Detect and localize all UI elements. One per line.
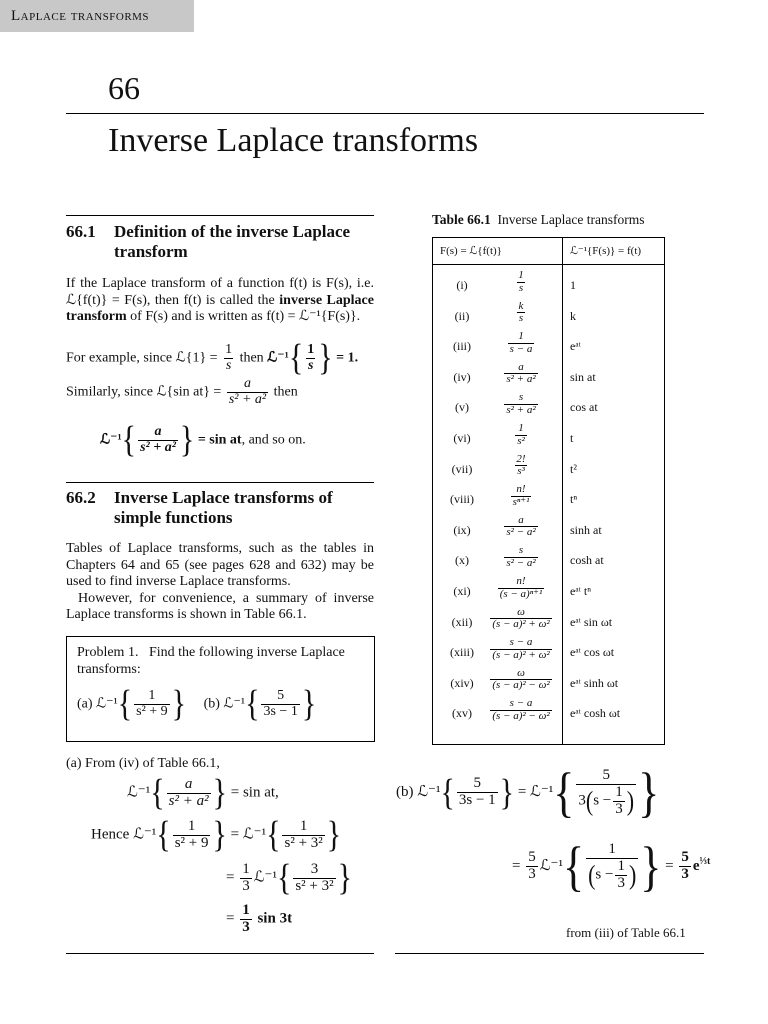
fraction: 5 3(s − $\frac{1}{3}$ ) <box>578 767 635 817</box>
solution-b-line-1: (b) ℒ⁻¹{ $\frac{5}{3s - 1}$ } = ℒ⁻¹{ 5 3(s − $\frac{1}{3}$ ) } <box>396 761 660 823</box>
row-label: (v) <box>455 400 469 415</box>
fraction: $\frac{a}{\text{s² + a²}}$ <box>228 376 267 407</box>
row-inverse: eᵃᵗ cosh ωt <box>570 706 621 721</box>
fraction: $\frac{s - a}{\text{(s − a)² + ω²}}$ <box>492 636 550 661</box>
chapter-rule <box>66 113 704 114</box>
paragraph-1: Tables of Laplace transforms, such as the tables in Chapters 64 and 65 (see pages 628 and 632) may be used to find inverse Laplace transforms. <box>66 541 374 589</box>
row-label: (iii) <box>453 339 471 354</box>
row-inverse: eᵃᵗ sin ωt <box>570 614 613 629</box>
row-transform <box>486 637 556 661</box>
example-text: then <box>273 384 298 400</box>
row-transform <box>486 698 556 722</box>
fraction: $\frac{1}{\text{s² + 3²}}$ <box>284 818 323 851</box>
table-column-rule <box>562 237 563 745</box>
fraction: $\frac{1}{3}$ <box>242 902 250 935</box>
section-title-line: Definition of the inverse Laplace <box>114 222 351 241</box>
fraction: $\frac{n!}{\text{sⁿ⁺¹}}$ <box>512 483 530 508</box>
fraction: $\frac{\omega}{\text{(s − a)² + ω²}}$ <box>492 605 550 631</box>
row-label: (x) <box>455 553 469 568</box>
row-label: (iv) <box>453 369 471 384</box>
row-transform <box>486 331 556 355</box>
definition-term: inverse Laplace transform <box>66 292 374 324</box>
fraction: $\frac{1}{s}$ <box>307 342 315 373</box>
table-caption-text: Inverse Laplace transforms <box>497 212 645 227</box>
fraction: $\frac{1}{3}$ <box>242 861 250 894</box>
row-transform <box>486 270 556 294</box>
row-transform <box>486 607 556 631</box>
row-label: (xii) <box>451 614 473 629</box>
example-text: For example, since ℒ{1} = <box>66 350 218 366</box>
row-transform <box>486 392 556 416</box>
row-transform <box>486 454 556 478</box>
table-header-col1: F(s) = ℒ{f(t)} <box>440 245 502 257</box>
example-1: For example, since ℒ{1} = $\frac{1}{s}$ then ℒ⁻¹{ $\frac{1}{s}$ } = 1. <box>66 336 359 379</box>
part-label: (a) <box>77 696 93 712</box>
row-label: (ix) <box>453 522 471 537</box>
solution-b-note: from (iii) of Table 66.1 <box>566 925 686 940</box>
problem-text: Find the following inverse Laplace transforms: <box>77 645 345 677</box>
row-transform <box>486 515 556 539</box>
solution-a-line-3: = $\frac{1}{3}$ ℒ⁻¹{ $\frac{3}{\text{s² + 3²}}$ } <box>226 857 353 899</box>
row-inverse: t <box>570 431 574 445</box>
row-inverse: cosh at <box>570 553 604 568</box>
row-inverse: 1 <box>570 278 576 292</box>
section-title-line: Inverse Laplace transforms of <box>114 488 333 507</box>
fraction: $\frac{a}{\text{s² + a²}}$ <box>506 360 536 386</box>
fraction: $\frac{\omega}{\text{(s − a)² − ω²}}$ <box>492 666 550 692</box>
fraction: $\frac{s}{\text{s² + a²}}$ <box>506 391 536 416</box>
solution-a-line-2: Hence ℒ⁻¹{ $\frac{1}{\text{s² + 9}}$ } = ℒ⁻¹{ $\frac{1}{\text{s² + 3²}}$ } <box>91 814 342 856</box>
section-number: 66.1 <box>66 222 96 241</box>
example-text: , and so on. <box>241 432 306 448</box>
example-3: ℒ⁻¹{ $\frac{a}{\text{s² + a²}}$ } = sin at, and so on. <box>100 418 306 461</box>
fraction: $\frac{n!}{\text{(s − a)ⁿ⁺¹}}$ <box>499 575 543 600</box>
fraction: $\frac{5}{3s - 1}$ <box>458 775 496 809</box>
row-transform <box>486 301 556 325</box>
row-label: (i) <box>456 278 468 292</box>
row-inverse: eᵃᵗ cos ωt <box>570 645 615 660</box>
fraction: $\frac{3}{\text{s² + 3²}}$ <box>295 861 334 894</box>
fraction: $\frac{1}{s}$ <box>518 269 524 294</box>
row-transform <box>486 484 556 508</box>
fraction: $\frac{5}{3s - 1}$ <box>263 688 298 719</box>
row-transform <box>486 545 556 569</box>
section-number: 66.2 <box>66 488 96 507</box>
section-rule <box>66 482 374 483</box>
row-label: (xiii) <box>450 645 474 660</box>
row-inverse: cos at <box>570 400 598 415</box>
fraction: $\frac{5}{3}$ <box>528 849 536 883</box>
row-inverse: t² <box>570 461 577 476</box>
inverse-operator: ℒ⁻¹ <box>223 696 246 712</box>
table-caption-label: Table 66.1 <box>432 212 491 227</box>
problem-box <box>66 636 375 742</box>
fraction: $\frac{a}{\text{s² − a²}}$ <box>506 513 536 539</box>
definition-text-end: of F(s) and is written as f(t) = ℒ⁻¹{F(s)}. <box>126 309 361 324</box>
fraction: $\frac{1}{\text{s² + 9}}$ <box>136 688 168 719</box>
chapter-number: 66 <box>108 70 140 106</box>
row-inverse: sinh at <box>570 522 602 537</box>
fraction: $\frac{1}{s}$ <box>225 342 233 373</box>
fraction: $\frac{1}{\text{s²}}$ <box>517 422 525 447</box>
fraction: $\frac{k}{s}$ <box>518 299 524 325</box>
row-inverse: tⁿ <box>570 492 578 507</box>
paragraph-2: However, for convenience, a summary of inverse Laplace transforms is shown in Table 66.1. <box>66 590 374 622</box>
section-paragraph <box>66 541 374 624</box>
row-label: (ii) <box>454 308 470 323</box>
fraction: $\frac{a}{\text{s² + a²}}$ <box>140 424 176 455</box>
solution-a-line-1: ℒ⁻¹{ $\frac{a}{\text{s² + a²}}$ } = sin at, <box>127 772 279 814</box>
part-label: (b) <box>203 696 220 712</box>
section-rule <box>66 215 374 216</box>
row-transform <box>486 362 556 386</box>
row-transform <box>486 423 556 447</box>
section-title-line: transform <box>114 242 188 261</box>
row-inverse: eᵃᵗ sinh ωt <box>570 675 619 690</box>
fraction: $\frac{1}{\text{s² + 9}}$ <box>174 818 209 851</box>
section-title-line: simple functions <box>114 508 233 527</box>
definition-paragraph <box>66 276 374 326</box>
inverse-operator: ℒ⁻¹ <box>100 432 122 448</box>
row-inverse: sin at <box>570 369 596 384</box>
row-label: (vi) <box>453 431 471 445</box>
table-header-rule <box>432 264 665 265</box>
example-text: then <box>239 350 264 366</box>
running-head: Laplace transforms <box>0 0 194 32</box>
example-result: = 1. <box>336 350 359 366</box>
fraction: $\frac{5}{3}$ <box>681 849 689 883</box>
table-caption <box>432 212 644 228</box>
row-label: (xi) <box>453 584 471 598</box>
fraction: $\frac{2!}{\text{s³}}$ <box>516 452 526 478</box>
example-text: Similarly, since ℒ{sin at} = <box>66 384 222 400</box>
chapter-title: Inverse Laplace transforms <box>108 122 479 159</box>
row-label: (vii) <box>451 461 473 476</box>
fraction: $\frac{1}{s - a}$ <box>509 330 533 355</box>
table-header-col2: ℒ⁻¹{F(s)} = f(t) <box>570 245 642 257</box>
problem-statement <box>77 645 365 678</box>
row-inverse: eᵃᵗ tⁿ <box>570 584 592 598</box>
example-result: = sin at <box>197 432 242 448</box>
row-label: (viii) <box>450 492 474 507</box>
column-end-rule <box>66 953 374 954</box>
fraction: 1 (s − $\frac{1}{3}$ ) <box>588 841 637 891</box>
solution-a-line-4: = $\frac{1}{3}$ sin 3t <box>226 902 293 935</box>
row-label: (xv) <box>452 706 472 721</box>
problem-parts: (a) ℒ⁻¹{ $\frac{1}{\text{s² + 9}}$ } (b) ℒ⁻¹{ $\frac{5}{3s - 1}$ } <box>77 682 317 725</box>
inverse-operator: ℒ⁻¹ <box>96 696 118 712</box>
solution-a-intro: (a) From (iv) of Table 66.1, <box>66 756 220 771</box>
section-heading-66-2 <box>66 488 376 528</box>
fraction: $\frac{s}{\text{s² − a²}}$ <box>506 544 536 569</box>
row-inverse: eᵃᵗ <box>570 339 581 354</box>
inverse-operator: ℒ⁻¹ <box>267 350 289 366</box>
row-label: (xiv) <box>450 675 474 690</box>
column-end-rule <box>395 953 704 954</box>
fraction: $\frac{s - a}{\text{(s − a)² − ω²}}$ <box>492 697 550 722</box>
solution-b-line-2: = $\frac{5}{3}$ ℒ⁻¹{ 1 (s − $\frac{1}{3}$ ) } = $\frac{5}{3}$ $e^{\frac{1}{3}t}$ <box>512 835 711 897</box>
problem-label: Problem 1. <box>77 645 139 660</box>
example-2 <box>66 377 376 407</box>
row-transform <box>486 668 556 692</box>
row-inverse: k <box>570 308 576 323</box>
row-transform <box>486 576 556 600</box>
fraction: $\frac{a}{\text{s² + a²}}$ <box>168 776 209 809</box>
section-heading-66-1 <box>66 222 376 262</box>
definition-text: If the Laplace transform of a function f(t) is F(s), i.e. ℒ{f(t)} = F(s), then f(t) is called the <box>66 276 374 308</box>
